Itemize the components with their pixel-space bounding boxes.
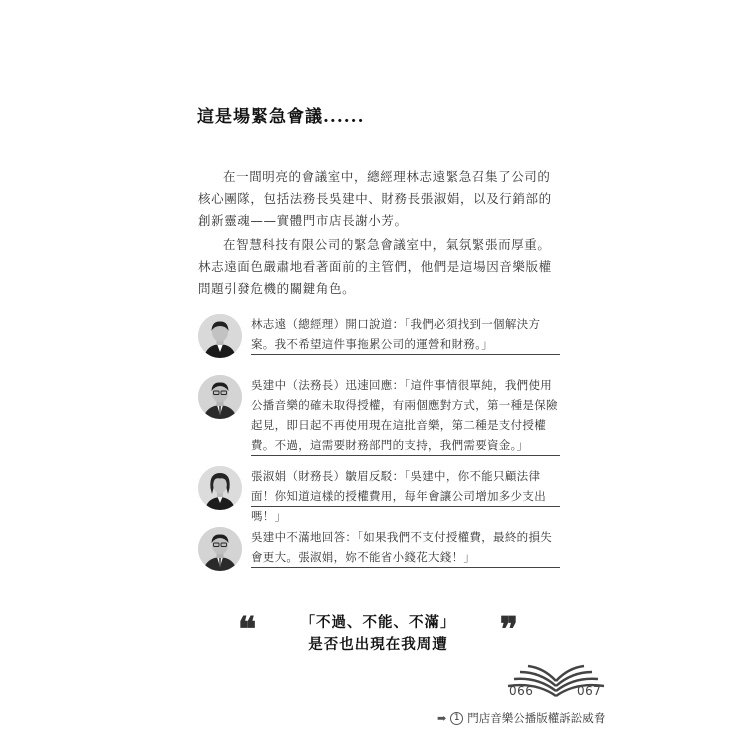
- quote-line-2: 是否也出現在我周遭: [308, 636, 448, 653]
- section-title: 這是場緊急會議......: [197, 107, 365, 127]
- page-number-left: 066: [509, 684, 534, 698]
- divider: [251, 567, 560, 568]
- dialogue-text: 林志遠（總經理）開口說道：「我們必須找到一個解決方案。我不希望這件事拖累公司的運營和財務。」: [251, 317, 541, 351]
- chapter-number-badge: 1: [450, 712, 463, 725]
- avatar: [198, 375, 242, 419]
- divider: [251, 455, 560, 456]
- avatar: [198, 466, 242, 510]
- chapter-title: 門店音樂公播版權訴訟威脅: [467, 711, 606, 725]
- page-number-right: 067: [577, 684, 602, 698]
- divider: [251, 506, 560, 507]
- open-quote-icon: ❝: [238, 610, 257, 650]
- arrow-right-icon: ➡: [437, 711, 447, 725]
- pull-quote: [238, 609, 518, 655]
- close-quote-icon: ❞: [499, 610, 518, 650]
- intro-paragraph-1: 在一間明亮的會議室中，總經理林志遠緊急召集了公司的核心團隊，包括法務長吳建中、財務長張淑娟，以及行銷部的創新靈魂——實體門市店長謝小芳。: [198, 169, 552, 228]
- avatar: [198, 314, 242, 358]
- dialogue-text: 吳建中不滿地回答：「如果我們不支付授權費，最終的損失會更大。張淑娟，妳不能省小錢花大錢！」: [251, 530, 553, 564]
- intro-paragraph-2: 在智慧科技有限公司的緊急會議室中，氣氛緊張而厚重。林志遠面色嚴肅地看著面前的主管們，他們是這場因音樂版權問題引發危機的關鍵角色。: [198, 237, 552, 296]
- avatar: [198, 527, 242, 571]
- dialogue-text: 張淑娟（財務長）皺眉反駁：「吳建中，你不能只顧法律面！你知道這樣的授權費用，每年會讓公司增加多少支出嗎！」: [251, 469, 546, 523]
- quote-line-1: 「不過、不能、不滿」: [300, 614, 456, 631]
- dialogue-text: 吳建中（法務長）迅速回應：「這件事情很單純，我們使用公播音樂的確未取得授權，有兩個應對方式，第一種是保險起見，即日起不再使用現在這批音樂，第二種是支付授權費。不過，這需要財務部門的支持，我們需要資金。」: [251, 378, 558, 452]
- chapter-footer: [437, 710, 605, 726]
- divider: [251, 354, 560, 355]
